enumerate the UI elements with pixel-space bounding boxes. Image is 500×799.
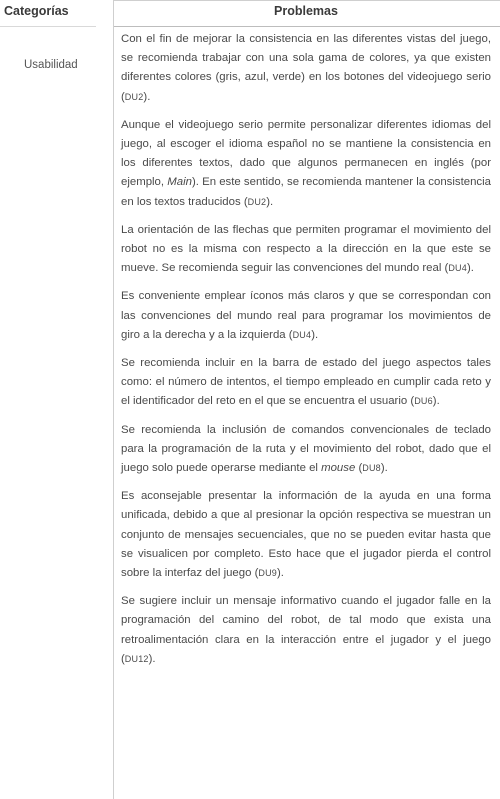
problems-cell (121, 30, 491, 678)
heuristic-code: DU4 (292, 329, 312, 340)
problem-text-end: ). (277, 567, 284, 580)
problem-item (121, 354, 491, 412)
problem-item (121, 30, 491, 107)
heuristic-code: DU8 (362, 463, 381, 474)
category-cell: Usabilidad (24, 59, 78, 71)
heuristic-code: DU2 (247, 196, 267, 207)
problem-text-end: ). (380, 462, 388, 475)
problem-text-end: ). (432, 395, 440, 408)
problem-text-end: ). (143, 90, 151, 103)
problem-text: La orientación de las flechas que permiten programar el movimiento del robot no es la misma con respecto a la dirección en la que este se mueve. Se recomienda seguir las convenciones del mundo real ( (121, 223, 491, 275)
table-header (0, 0, 500, 27)
problem-italic-term: Main (167, 176, 192, 189)
column-divider (113, 0, 114, 799)
problem-text: Es conveniente emplear íconos más claros y que se correspondan con las convenciones del mundo real para programar los movimientos de giro a la derecha y a la izquierda ( (121, 290, 491, 341)
header-rule-left (0, 26, 96, 27)
problem-text: Se recomienda la inclusión de comandos convencionales de teclado para la programación de la ruta y el movimiento del robot, dado que el juego solo puede operarse mediante el (121, 423, 491, 475)
problem-text: Con el fin de mejorar la consistencia en las diferentes vistas del juego, se recomienda trabajar con una sola gama de colores, ya que existen diferentes colores (gris, azul, verde) en los botones del videojuego serio ( (121, 33, 491, 103)
problem-item (121, 487, 491, 583)
problem-item (121, 116, 491, 212)
problem-text-middle: ). En este sentido, se recomienda mantener la consistencia en los textos traducidos ( (121, 176, 491, 208)
problem-text: Se recomienda incluir en la barra de estado del juego aspectos tales como: el número de intentos, el tiempo empleado en cumplir cada reto y el identificador del reto en el que se encuentra el usuario ( (121, 357, 491, 408)
problem-text-end: ). (148, 652, 156, 665)
heuristic-code: DU2 (124, 91, 144, 102)
heuristic-code: DU6 (414, 396, 433, 407)
problem-item (121, 287, 491, 345)
problem-italic-term: mouse (321, 462, 356, 475)
problem-text-end: ). (466, 262, 474, 275)
problem-text-end: ). (311, 328, 319, 341)
problem-text: Es aconsejable presentar la información de la ayuda en una forma unificada, debido a que al presionar la opción respectiva se muestran un conjunto de mensajes secuenciales, que no se pueden evitar hasta que se visualicen por completo. Esto hace que el jugador pierda el control sobre la interfaz del juego ( (121, 490, 491, 580)
header-rule-right (114, 26, 500, 27)
problem-text: Se sugiere incluir un mensaje informativo cuando el jugador falle en la programación del camino del robot, de tal modo que exista una retroalimentación clara en la interacción entre el jugador y el juego ( (121, 595, 491, 665)
problem-text-middle: ( (355, 462, 363, 475)
header-problems: Problemas (274, 4, 338, 18)
problem-text-end: ). (266, 195, 274, 208)
problem-item (121, 221, 491, 279)
heuristic-code: DU4 (448, 263, 467, 274)
heuristic-code: DU12 (124, 653, 149, 664)
problem-text: Aunque el videojuego serio permite personalizar diferentes idiomas del juego, al escoger el idioma español no se mantiene la consistencia en los diferentes textos, dado que algunos permanecen en inglés (por ejemplo, (121, 118, 491, 189)
header-top-rule (114, 0, 500, 1)
heuristic-code: DU9 (258, 568, 278, 579)
header-categories: Categorías (4, 4, 69, 18)
problem-item (121, 592, 491, 669)
problem-item (121, 421, 491, 479)
